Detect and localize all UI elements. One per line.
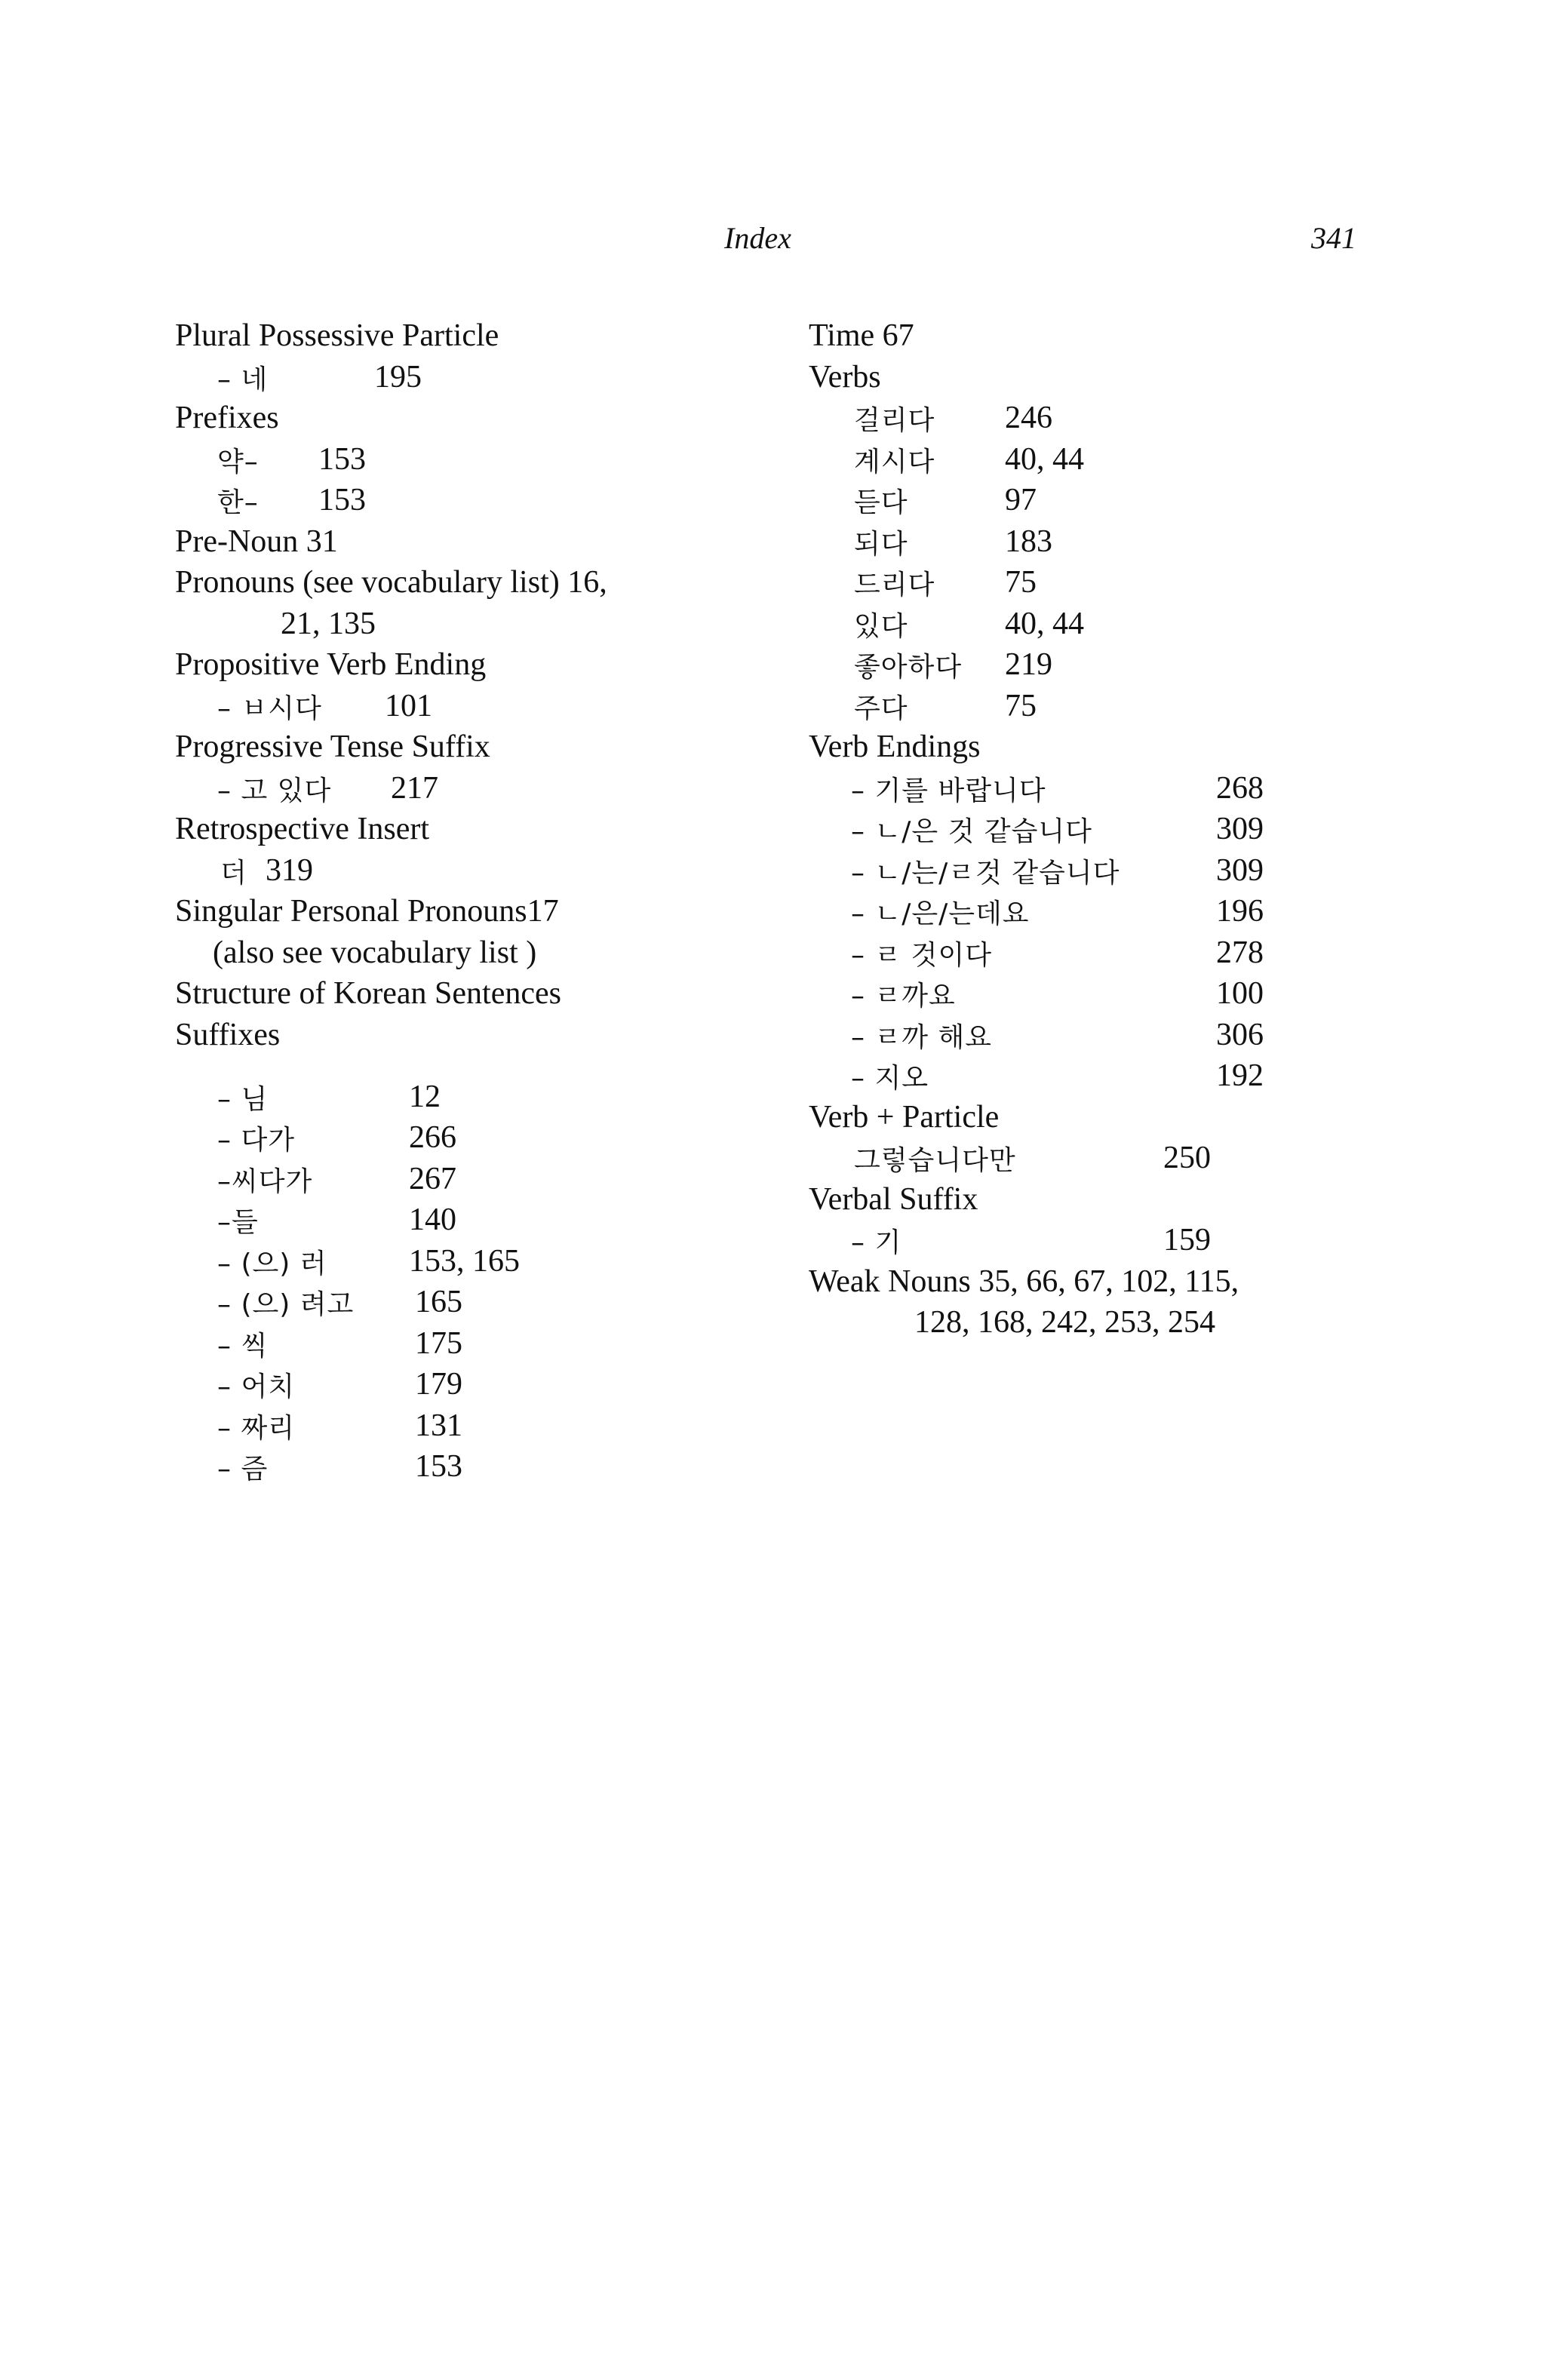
index-term: –씨다가: [217, 1165, 313, 1197]
index-term: – ㄹ 것이다: [851, 939, 992, 971]
index-page-ref: 40, 44: [1005, 606, 1084, 641]
index-term: Verbs: [809, 359, 881, 395]
index-entry: [175, 1405, 801, 1447]
index-entry: [175, 398, 801, 439]
index-term: 21, 135: [281, 606, 376, 641]
index-page-ref: 153: [318, 483, 366, 517]
index-term: – 어치: [217, 1371, 295, 1402]
index-entry: [809, 932, 1337, 974]
index-page-ref: 100: [1216, 976, 1264, 1011]
index-page-ref: 175: [415, 1325, 462, 1361]
index-term: Propositive Verb Ending: [175, 647, 487, 682]
index-term: Plural Possessive Particle: [175, 318, 499, 353]
index-page-ref: 140: [409, 1202, 456, 1237]
index-page-ref: 131: [415, 1408, 462, 1443]
index-term: (also see vocabulary list ): [213, 935, 537, 970]
index-term: – 다가: [217, 1125, 295, 1156]
index-entry: [175, 562, 801, 603]
index-term: – 님: [217, 1083, 269, 1115]
index-column-left: [175, 315, 801, 1488]
index-page-ref: 40, 44: [1005, 441, 1084, 477]
index-entry: [809, 315, 1337, 357]
index-term: – 고 있다: [217, 775, 332, 806]
index-entry: [175, 1159, 801, 1200]
index-entry: [175, 315, 801, 357]
index-entry: [809, 1055, 1337, 1097]
index-term: – ㄴ/는/ㄹ것 같습니다: [851, 857, 1120, 889]
index-term: 듣다: [854, 487, 908, 518]
index-entry: [175, 850, 801, 892]
index-entry: [809, 1261, 1337, 1303]
index-page-ref: 195: [374, 359, 422, 395]
index-entry: [809, 521, 1337, 563]
index-term: 드리다: [854, 570, 935, 600]
index-entry: [809, 357, 1337, 398]
index-entry: [175, 1323, 801, 1365]
index-entry: [175, 1117, 801, 1159]
index-term: 약–: [217, 446, 259, 478]
index-entry: [809, 1179, 1337, 1221]
index-entry: [809, 686, 1337, 727]
index-term: – ㄹ까요: [851, 981, 956, 1012]
index-entry: [175, 603, 801, 645]
index-page-ref: 192: [1216, 1058, 1264, 1093]
index-term: Weak Nouns 35, 66, 67, 102, 115,: [809, 1264, 1239, 1299]
index-entry: [175, 768, 801, 809]
index-term: – 즘: [217, 1454, 269, 1485]
index-page-ref: 75: [1005, 565, 1037, 600]
index-term: 걸리다: [854, 405, 935, 436]
index-page-ref: 250: [1163, 1141, 1211, 1175]
index-entry: [809, 809, 1337, 850]
index-entry: [809, 603, 1337, 645]
index-page-ref: 153: [415, 1449, 462, 1484]
index-entry: [809, 891, 1337, 932]
index-entry: [175, 1282, 801, 1323]
index-page-ref: 179: [415, 1367, 462, 1402]
index-entry: [809, 768, 1337, 809]
index-term: Singular Personal Pronouns17: [175, 894, 559, 929]
index-entry: [175, 973, 801, 1015]
index-page-ref: 153, 165: [409, 1243, 520, 1279]
index-page-ref: 278: [1216, 935, 1264, 970]
index-term: – 씩: [217, 1330, 269, 1362]
index-entry: [809, 480, 1337, 521]
index-page-ref: 309: [1216, 852, 1264, 888]
index-entry: [175, 644, 801, 686]
index-term: Suffixes: [175, 1017, 281, 1052]
index-term: Time 67: [809, 318, 914, 353]
index-term: Retrospective Insert: [175, 812, 430, 846]
index-term: – 기를 바랍니다: [851, 775, 1046, 806]
index-entry: [175, 1199, 801, 1241]
index-column-right: [809, 315, 1337, 1344]
index-page-ref: 246: [1005, 401, 1052, 435]
index-term: –들: [217, 1207, 259, 1238]
index-entry: [809, 973, 1337, 1015]
index-entry: [175, 521, 801, 563]
index-term: Progressive Tense Suffix: [175, 729, 490, 764]
index-entry: [809, 1015, 1337, 1056]
index-entry: [175, 809, 801, 850]
index-term: – 네: [217, 364, 269, 395]
index-term: – 기: [851, 1227, 902, 1258]
index-page-ref: 309: [1216, 812, 1264, 846]
index-entry: [175, 480, 801, 521]
index-entry: [175, 1015, 801, 1076]
index-term: Verbal Suffix: [809, 1181, 978, 1217]
index-term: Structure of Korean Sentences: [175, 976, 561, 1011]
index-term: 한–: [217, 487, 259, 518]
index-page-ref: 12: [409, 1079, 441, 1114]
page-header-title: Index: [724, 221, 791, 255]
index-term: 128, 168, 242, 253, 254: [914, 1305, 1215, 1340]
index-page-ref: 165: [415, 1285, 462, 1319]
index-term: 주다: [854, 693, 908, 724]
index-term: Verb Endings: [809, 729, 981, 764]
index-term: – ㄴ/은 것 같습니다: [851, 816, 1092, 847]
index-term: – ㅂ시다: [217, 693, 322, 724]
index-term: – ㄹ까 해요: [851, 1021, 992, 1053]
index-entry: [175, 1446, 801, 1488]
index-page-ref: 153: [318, 441, 366, 477]
index-page-ref: 266: [409, 1120, 456, 1155]
index-term: – (으) 려고: [217, 1289, 355, 1320]
index-entry: [175, 1364, 801, 1405]
index-entry: [175, 1076, 801, 1118]
index-entry: [175, 726, 801, 768]
index-entry: [809, 1138, 1337, 1179]
index-entry: [175, 357, 801, 398]
index-term: – 짜리: [217, 1412, 295, 1444]
index-entry: [175, 932, 801, 974]
index-entry: [809, 644, 1337, 686]
index-entry: [809, 1220, 1337, 1261]
index-entry: [809, 850, 1337, 892]
index-page-ref: 75: [1005, 688, 1037, 723]
index-entry: [175, 1241, 801, 1282]
index-term: Verb + Particle: [809, 1099, 1000, 1135]
index-entry: [175, 891, 801, 932]
index-page-ref: 268: [1216, 770, 1264, 806]
index-entry: [809, 439, 1337, 481]
index-entry: [175, 686, 801, 727]
index-term: – 지오: [851, 1063, 929, 1094]
index-page-ref: 267: [409, 1161, 456, 1196]
index-term: 계시다: [854, 446, 935, 478]
index-page-ref: 159: [1163, 1223, 1211, 1258]
index-entry: [809, 1097, 1337, 1138]
index-term: Prefixes: [175, 401, 279, 435]
index-page-ref: 183: [1005, 524, 1052, 559]
index-entry: [809, 398, 1337, 439]
index-term: 그렇습니다만: [854, 1145, 1016, 1176]
index-page-ref: 196: [1216, 894, 1264, 929]
index-term: 더: [220, 857, 247, 889]
index-term: 되다: [854, 528, 908, 560]
index-entry: [809, 726, 1337, 768]
index-term: – ㄴ/은/는데요: [851, 898, 1030, 929]
page-number: 341: [1311, 221, 1356, 255]
index-page-ref: 319: [266, 852, 313, 888]
index-term: Pre-Noun 31: [175, 524, 338, 559]
index-page-ref: 101: [385, 688, 432, 723]
index-page-ref: 306: [1216, 1017, 1264, 1052]
index-entry: [175, 439, 801, 481]
index-page-ref: 97: [1005, 483, 1037, 517]
index-page-ref: 217: [391, 770, 438, 806]
index-page-ref: 219: [1005, 647, 1052, 682]
index-term: 있다: [854, 610, 908, 642]
index-entry: [809, 562, 1337, 603]
index-term: 좋아하다: [854, 652, 963, 683]
index-term: Pronouns (see vocabulary list) 16,: [175, 565, 607, 600]
index-term: – (으) 러: [217, 1248, 327, 1279]
index-entry: [809, 1302, 1337, 1344]
